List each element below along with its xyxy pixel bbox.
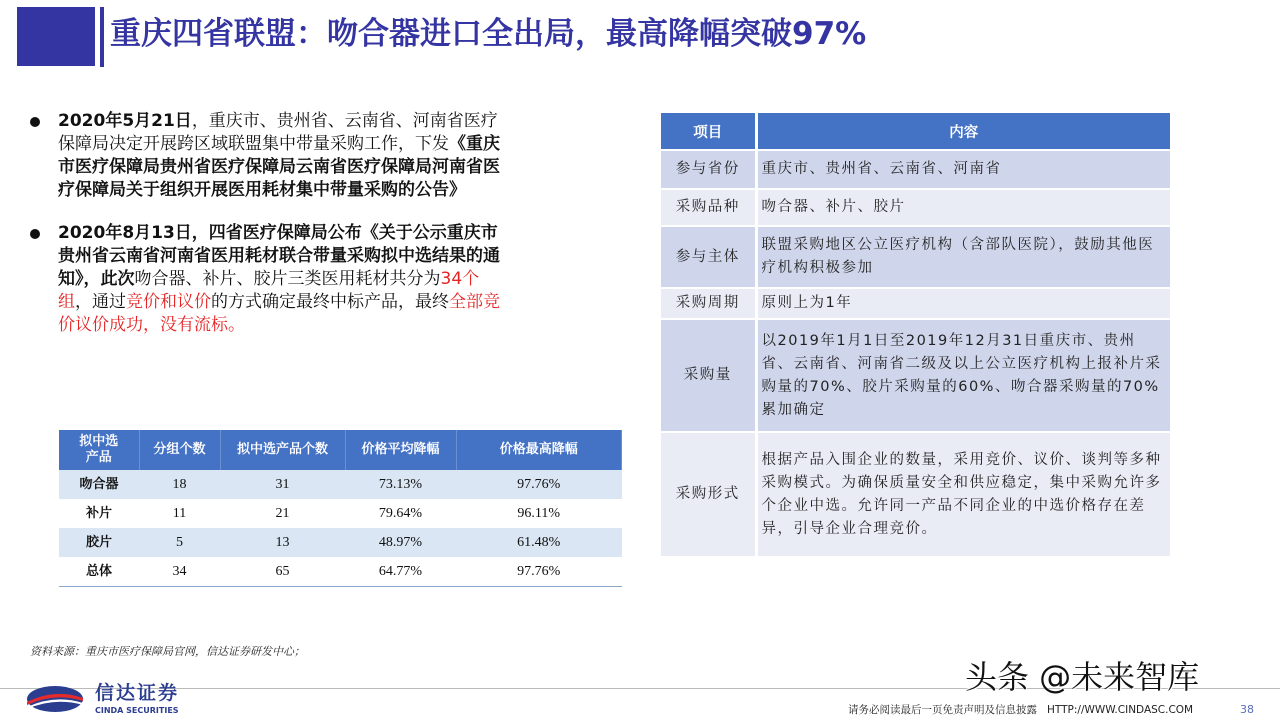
- bullet-dot-icon: [30, 229, 40, 239]
- col-header: 分组个数: [139, 430, 220, 470]
- table-row: [59, 470, 622, 499]
- table-cell: 总体: [59, 557, 139, 586]
- watermark: 头条 @未来智库: [965, 658, 1200, 696]
- bullet-text-segment: 全部竞价议价成功，没有流标。: [58, 292, 500, 335]
- table-cell: 13: [220, 528, 345, 557]
- col-header: 价格平均降幅: [345, 430, 456, 470]
- content-cell: 联盟采购地区公立医疗机构（含部队医院），鼓励其他医疗机构积极参加: [756, 226, 1172, 288]
- bullet-text-segment: 《重庆市医疗保障局贵州省医疗保障局云南省医疗保障局河南省医疗保障局关于组织开展医用耗材集中带量采购的公告》: [58, 134, 500, 200]
- col-header: 拟中选产品: [59, 430, 139, 470]
- table-row: [59, 528, 622, 557]
- bullet-text-segment: 吻合器、补片、胶片三类医用耗材共分为: [134, 269, 441, 289]
- table-row: [661, 189, 1172, 226]
- website-link[interactable]: HTTP://WWW.CINDASC.COM: [1047, 704, 1194, 716]
- page-title: 重庆四省联盟：吻合器进口全出局，最高降幅突破97%: [110, 16, 867, 52]
- bullet-item: [30, 222, 508, 337]
- table-row: [661, 150, 1172, 189]
- table-cell: 34: [139, 557, 220, 586]
- disclaimer: 请务必阅读最后一页免责声明及信息披露: [848, 704, 1037, 716]
- col-header: 项目: [661, 113, 756, 150]
- table-cell: 64.77%: [345, 557, 456, 586]
- bullet-list: [30, 110, 508, 357]
- table-cell: 65: [220, 557, 345, 586]
- col-header: 价格最高降幅: [456, 430, 622, 470]
- table-cell: 21: [275, 506, 290, 521]
- item-cell: 采购周期: [661, 288, 756, 319]
- table-cell: 吻合器: [59, 470, 139, 499]
- table-cell: 61.48%: [456, 528, 622, 557]
- table-row: [661, 319, 1172, 432]
- bullet-text-segment: 的方式确定最终中标产品，最终: [211, 292, 449, 312]
- table-cell: 胶片: [59, 528, 139, 557]
- bullet-text-segment: 2020年5月21日: [58, 111, 192, 131]
- content-cell: 以2019年1月1日至2019年12月31日重庆市、贵州省、云南省、河南省二级及以上公立医疗机构上报补片采购量的70%、胶片采购量的60%、吻合器采购量的70%累加确定: [756, 319, 1172, 432]
- table-row: [59, 557, 622, 586]
- table-cell: 48.97%: [345, 528, 456, 557]
- content-cell: 重庆市、贵州省、云南省、河南省: [756, 150, 1172, 189]
- bullet-text-segment: 竞价和议价: [126, 292, 211, 312]
- bullet-text-segment: 2020年8月13日，四省医疗保障局公布《关于公示重庆市贵州省云南省河南省医用耗材联合带量采购拟中选结果的通知》，此次: [58, 223, 500, 289]
- table-row: [661, 432, 1172, 556]
- bullet-item: [30, 110, 508, 202]
- table-cell: 补片: [85, 506, 112, 521]
- table-cell: 97.76%: [456, 470, 622, 499]
- content-cell: 根据产品入围企业的数量，采用竞价、议价、谈判等多种采购模式。为确保质量安全和供应稳定，集中采购允许多个企业中选。允许同一产品不同企业的中选价格存在差异，引导企业合理竞价。: [756, 432, 1172, 556]
- content-cell: 吻合器、补片、胶片: [756, 189, 1172, 226]
- item-cell: 参与省份: [661, 150, 756, 189]
- table-cell: 97.76%: [456, 557, 622, 586]
- item-cell: 参与主体: [661, 226, 756, 288]
- item-cell: 采购品种: [661, 189, 756, 226]
- table-cell: 5: [139, 528, 220, 557]
- procurement-info-table: [661, 113, 1173, 556]
- item-cell: 采购形式: [661, 432, 756, 556]
- cinda-logo-icon: [25, 684, 85, 714]
- col-header: 拟中选产品个数: [220, 430, 345, 470]
- content-cell: 原则上为1年: [756, 288, 1172, 319]
- table-cell: 79.64%: [378, 506, 423, 521]
- bullet-dot-icon: [30, 117, 40, 127]
- bullet-text-segment: 34个组: [58, 269, 480, 312]
- logo-subtext: CINDA SECURITIES: [95, 706, 179, 715]
- results-table: [59, 430, 622, 587]
- bullet-text-segment: ，通过: [75, 292, 126, 312]
- title-bar-decoration: [100, 7, 104, 67]
- source-note: 资料来源：重庆市医疗保障局官网，信达证券研发中心；: [30, 645, 305, 658]
- table-cell: 73.13%: [345, 470, 456, 499]
- table-cell: 11: [172, 506, 187, 521]
- col-header: 内容: [756, 113, 1172, 150]
- table-row: [661, 288, 1172, 319]
- title-block-decoration: [17, 7, 95, 66]
- table-cell: 96.11%: [517, 506, 561, 521]
- table-cell: 18: [139, 470, 220, 499]
- bullet-text-segment: ，重庆市、贵州省、云南省、河南省医疗保障局决定开展跨区域联盟集中带量采购工作，下发: [58, 111, 498, 154]
- table-row: [661, 226, 1172, 288]
- page-number: 38: [1240, 703, 1254, 716]
- table-row: [59, 499, 622, 528]
- table-cell: 31: [220, 470, 345, 499]
- logo-text: 信达证券: [95, 682, 180, 704]
- item-cell: 采购量: [661, 319, 756, 432]
